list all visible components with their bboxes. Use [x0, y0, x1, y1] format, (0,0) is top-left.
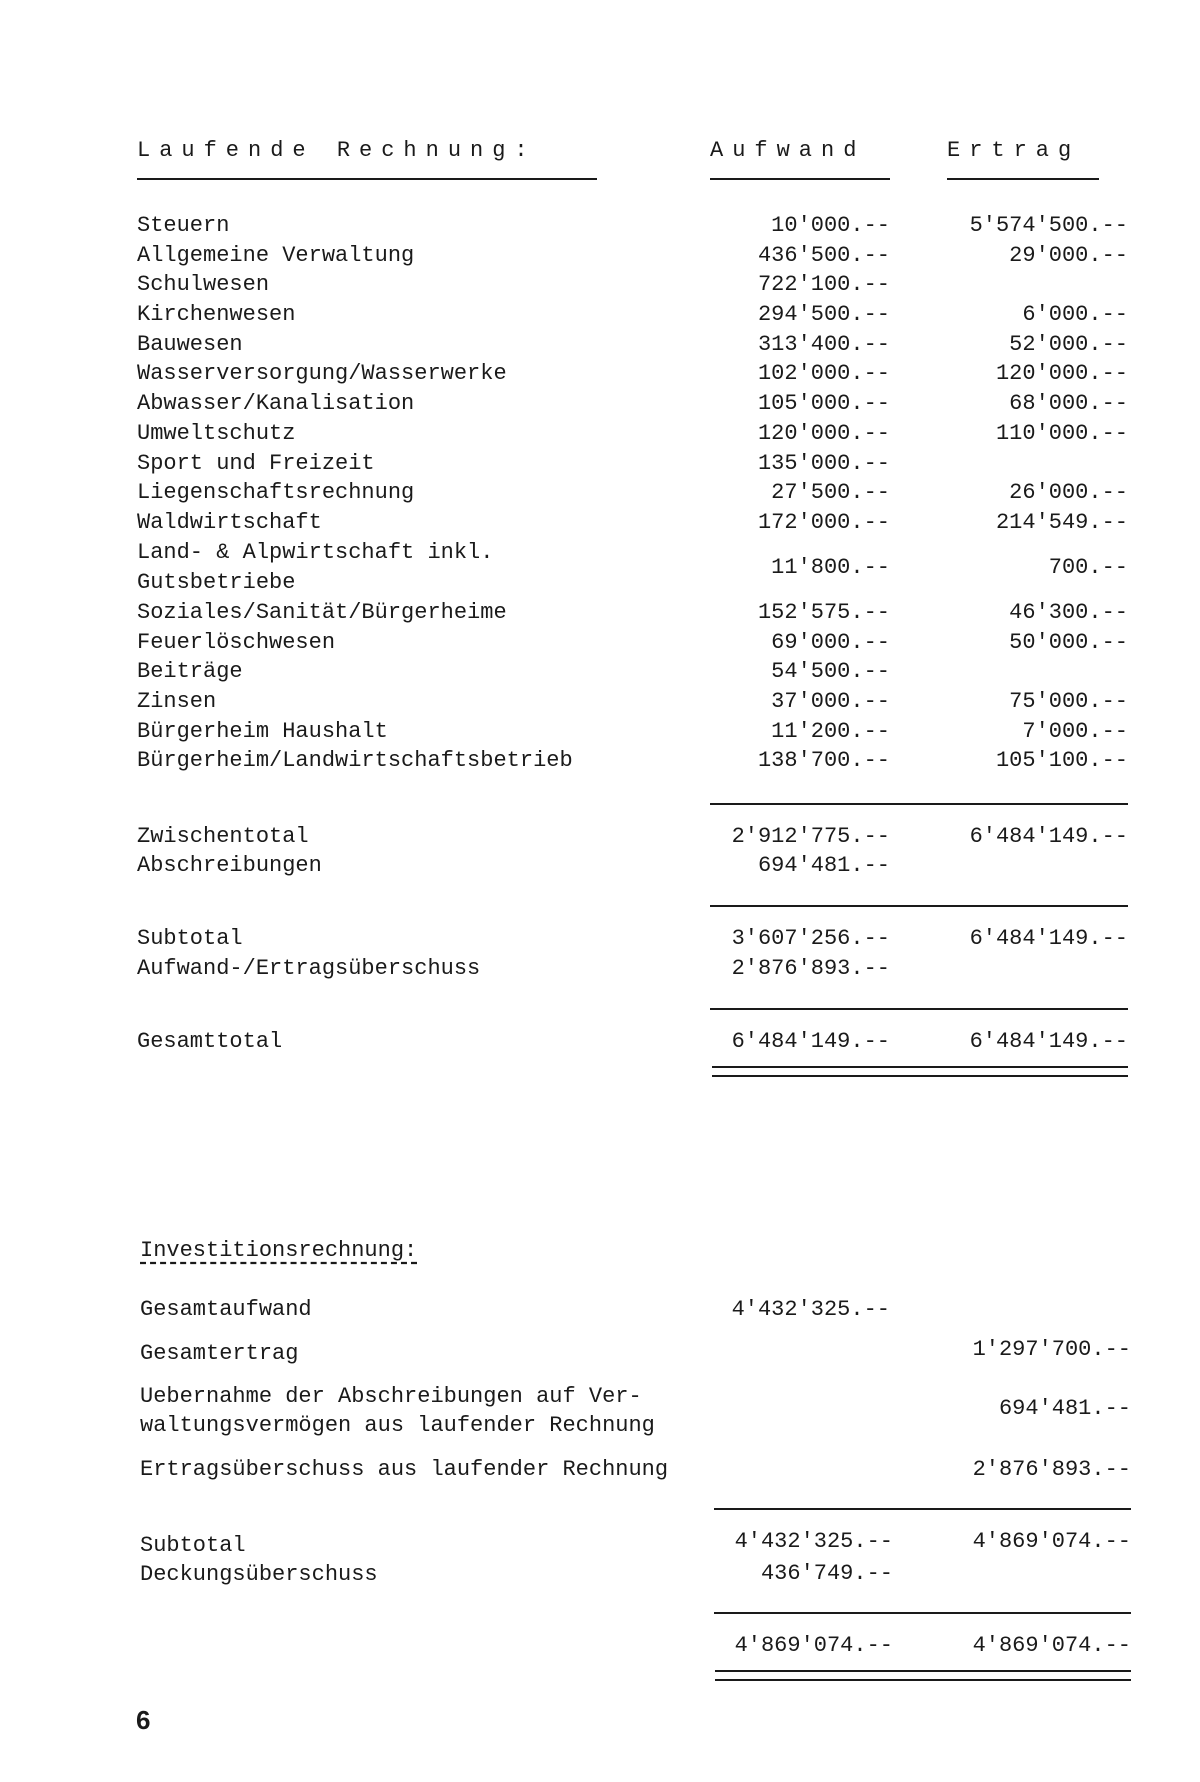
row-label: Sport und Freizeit [137, 451, 375, 476]
row-ertrag: 29'000.-- [1009, 243, 1128, 268]
double-underline [715, 1670, 1131, 1681]
gesamtertrag-label: Gesamtertrag [140, 1341, 299, 1366]
row-ertrag: 46'300.-- [1009, 600, 1128, 625]
row-label: Steuern [137, 213, 230, 238]
deckung-aufwand: 436'749.-- [760, 1561, 893, 1586]
gesamttotal-ertrag: 6'484'149.-- [969, 1029, 1128, 1054]
row-ertrag: 700.-- [1048, 555, 1128, 580]
row-ertrag: 105'100.-- [995, 748, 1128, 773]
abschreibungen-label: Abschreibungen [137, 853, 322, 878]
row-aufwand: 37'000.-- [771, 689, 890, 714]
row-ertrag: 75'000.-- [1009, 689, 1128, 714]
row-ertrag: 26'000.-- [1009, 480, 1128, 505]
sum-rule [710, 803, 1128, 805]
gesamtertrag-ertrag: 1'297'700.-- [972, 1337, 1131, 1362]
row-label: Beiträge [137, 659, 243, 684]
row-label: Bauwesen [137, 332, 243, 357]
row-aufwand: 120'000.-- [757, 421, 890, 446]
sum-rule [714, 1612, 1131, 1614]
row-label: Bürgerheim Haushalt [137, 719, 388, 744]
abschreibungen-aufwand: 694'481.-- [757, 853, 890, 878]
gesamtaufwand-label: Gesamtaufwand [140, 1297, 312, 1322]
header-underline-aufwand [710, 178, 890, 180]
row-ertrag: 7'000.-- [1022, 719, 1128, 744]
sum-rule [710, 905, 1128, 907]
row-aufwand: 105'000.-- [757, 391, 890, 416]
row-aufwand: 54'500.-- [771, 659, 890, 684]
section-title-laufende-rechnung: Laufende Rechnung: [137, 138, 537, 163]
row-aufwand: 102'000.-- [757, 361, 890, 386]
row-ertrag: 120'000.-- [995, 361, 1128, 386]
row-label: Feuerlöschwesen [137, 630, 336, 655]
row-ertrag: 52'000.-- [1009, 332, 1128, 357]
inv-subtotal-aufwand: 4'432'325.-- [734, 1529, 893, 1554]
row-label: Waldwirtschaft [137, 510, 322, 535]
inv-total-aufwand: 4'869'074.-- [734, 1633, 893, 1658]
ueberschuss-aufwand: 2'876'893.-- [731, 956, 890, 981]
zwischentotal-ertrag: 6'484'149.-- [969, 824, 1128, 849]
ertragsueberschuss-label: Ertragsüberschuss aus laufender Rechnung [140, 1457, 669, 1482]
row-aufwand: 152'575.-- [757, 600, 890, 625]
gesamttotal-aufwand: 6'484'149.-- [731, 1029, 890, 1054]
uebernahme-ertrag: 694'481.-- [998, 1396, 1131, 1421]
subtotal-aufwand: 3'607'256.-- [731, 926, 890, 951]
sum-rule [710, 1008, 1128, 1010]
row-ertrag: 5'574'500.-- [969, 213, 1128, 238]
header-underline-title [137, 178, 597, 180]
subtotal-ertrag: 6'484'149.-- [969, 926, 1128, 951]
row-label: Bürgerheim/Landwirtschaftsbetrieb [137, 748, 573, 773]
subtotal-label: Subtotal [137, 926, 243, 951]
row-label: Umweltschutz [137, 421, 296, 446]
row-aufwand: 69'000.-- [771, 630, 890, 655]
column-header-ertrag: Ertrag [947, 138, 1081, 163]
row-label: Abwasser/Kanalisation [137, 391, 415, 416]
inv-total-ertrag: 4'869'074.-- [972, 1633, 1131, 1658]
row-aufwand: 135'000.-- [757, 451, 890, 476]
row-label: Wasserversorgung/Wasserwerke [137, 361, 507, 386]
row-ertrag: 110'000.-- [995, 421, 1128, 446]
row-aufwand: 138'700.-- [757, 748, 890, 773]
deckung-label: Deckungsüberschuss [140, 1562, 378, 1587]
row-aufwand: 722'100.-- [757, 272, 890, 297]
sum-rule [714, 1508, 1131, 1510]
page-number: 6 [136, 1705, 151, 1735]
row-aufwand: 11'800.-- [771, 555, 890, 580]
row-ertrag: 68'000.-- [1009, 391, 1128, 416]
row-label: Schulwesen [137, 272, 270, 297]
row-label: Zinsen [137, 689, 217, 714]
row-label: Kirchenwesen [137, 302, 296, 327]
row-label: Soziales/Sanität/Bürgerheime [137, 600, 507, 625]
row-aufwand: 313'400.-- [757, 332, 890, 357]
row-aufwand: 27'500.-- [771, 480, 890, 505]
ertragsueberschuss-ertrag: 2'876'893.-- [972, 1457, 1131, 1482]
row-ertrag: 6'000.-- [1022, 302, 1128, 327]
section-title-investitionsrechnung: Investitionsrechnung: [140, 1238, 418, 1263]
uebernahme-label-line2: waltungsvermögen aus laufender Rechnung [140, 1413, 655, 1438]
zwischentotal-aufwand: 2'912'775.-- [731, 824, 890, 849]
ueberschuss-label: Aufwand-/Ertragsüberschuss [137, 956, 481, 981]
inv-subtotal-ertrag: 4'869'074.-- [972, 1529, 1131, 1554]
uebernahme-label-line1: Uebernahme der Abschreibungen auf Ver- [140, 1384, 642, 1409]
gesamttotal-label: Gesamttotal [137, 1029, 283, 1054]
row-label-line1: Land- & Alpwirtschaft inkl. [137, 540, 494, 565]
row-aufwand: 172'000.-- [757, 510, 890, 535]
double-underline [712, 1066, 1128, 1077]
row-aufwand: 294'500.-- [757, 302, 890, 327]
row-ertrag: 50'000.-- [1009, 630, 1128, 655]
row-aufwand: 10'000.-- [771, 213, 890, 238]
row-aufwand: 11'200.-- [771, 719, 890, 744]
row-aufwand: 436'500.-- [757, 243, 890, 268]
row-label-line2: Gutsbetriebe [137, 570, 296, 595]
column-header-aufwand: Aufwand [710, 138, 866, 163]
row-label: Allgemeine Verwaltung [137, 243, 415, 268]
row-label: Liegenschaftsrechnung [137, 480, 415, 505]
gesamtaufwand-aufwand: 4'432'325.-- [731, 1297, 890, 1322]
row-ertrag: 214'549.-- [995, 510, 1128, 535]
header-underline-ertrag [947, 178, 1099, 180]
zwischentotal-label: Zwischentotal [137, 824, 309, 849]
inv-subtotal-label: Subtotal [140, 1533, 246, 1558]
